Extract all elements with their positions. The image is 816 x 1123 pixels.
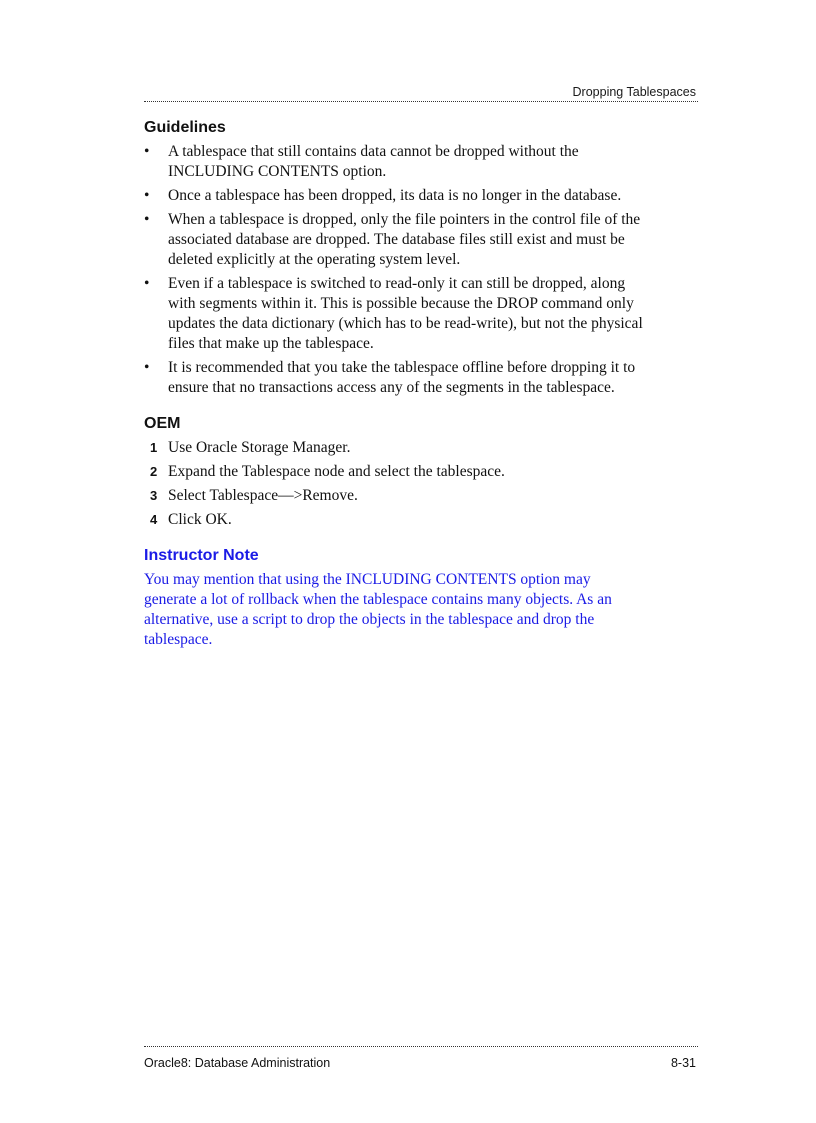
list-item (144, 358, 644, 398)
guidelines-heading: Guidelines (144, 119, 226, 136)
step-item (144, 486, 644, 506)
step-number: 4 (150, 512, 158, 527)
list-item (144, 274, 644, 354)
step-text: Click OK. (168, 511, 232, 528)
running-header: Dropping Tablespaces (572, 85, 696, 99)
step-item (144, 510, 644, 530)
step-number: 3 (150, 488, 158, 503)
list-item-text: A tablespace that still contains data cannot be dropped without the INCLUDING CONTENTS option. (168, 143, 579, 180)
footer-page-number: 8-31 (670, 1056, 696, 1070)
list-item-text: Even if a tablespace is switched to read-only it can still be dropped, along with segments within it. This is possible because the DROP command only updates the data dictionary (which has to be read-write), but not the physical files that make up the tablespace. (168, 275, 643, 352)
bullet-icon: • (144, 359, 150, 376)
oem-heading: OEM (144, 415, 181, 432)
bullet-icon: • (144, 143, 150, 160)
list-item (144, 210, 644, 270)
list-item (144, 186, 644, 206)
footer-book-title: Oracle8: Database Administration (144, 1056, 331, 1070)
footer-rule (144, 1046, 698, 1047)
list-item-text: It is recommended that you take the tablespace offline before dropping it to ensure that no transactions access any of the segments in the tablespace. (168, 359, 636, 396)
step-item (144, 438, 644, 458)
step-text: Use Oracle Storage Manager. (168, 439, 351, 456)
step-text: Expand the Tablespace node and select the tablespace. (168, 463, 505, 480)
step-number: 2 (150, 464, 158, 479)
step-number: 1 (150, 440, 158, 455)
step-item (144, 462, 644, 482)
oem-steps (144, 438, 644, 530)
header-rule (144, 101, 698, 102)
instructor-note-heading: Instructor Note (144, 547, 259, 564)
bullet-icon: • (144, 275, 150, 292)
page-content (144, 118, 644, 650)
step-text: Select Tablespace—>Remove. (168, 487, 358, 504)
list-item-text: When a tablespace is dropped, only the file pointers in the control file of the associated database are dropped. The database files still exist and must be deleted explicitly at the operating system level. (168, 211, 641, 268)
list-item-text: Once a tablespace has been dropped, its data is no longer in the database. (168, 187, 622, 204)
list-item (144, 142, 644, 182)
instructor-note-body: You may mention that using the INCLUDING CONTENTS option may generate a lot of rollback when the tablespace contains many objects. As an alternative, use a script to drop the objects in the tablespace and drop the tablespace. (144, 571, 612, 648)
bullet-icon: • (144, 187, 150, 204)
guidelines-list (144, 142, 644, 398)
bullet-icon: • (144, 211, 150, 228)
